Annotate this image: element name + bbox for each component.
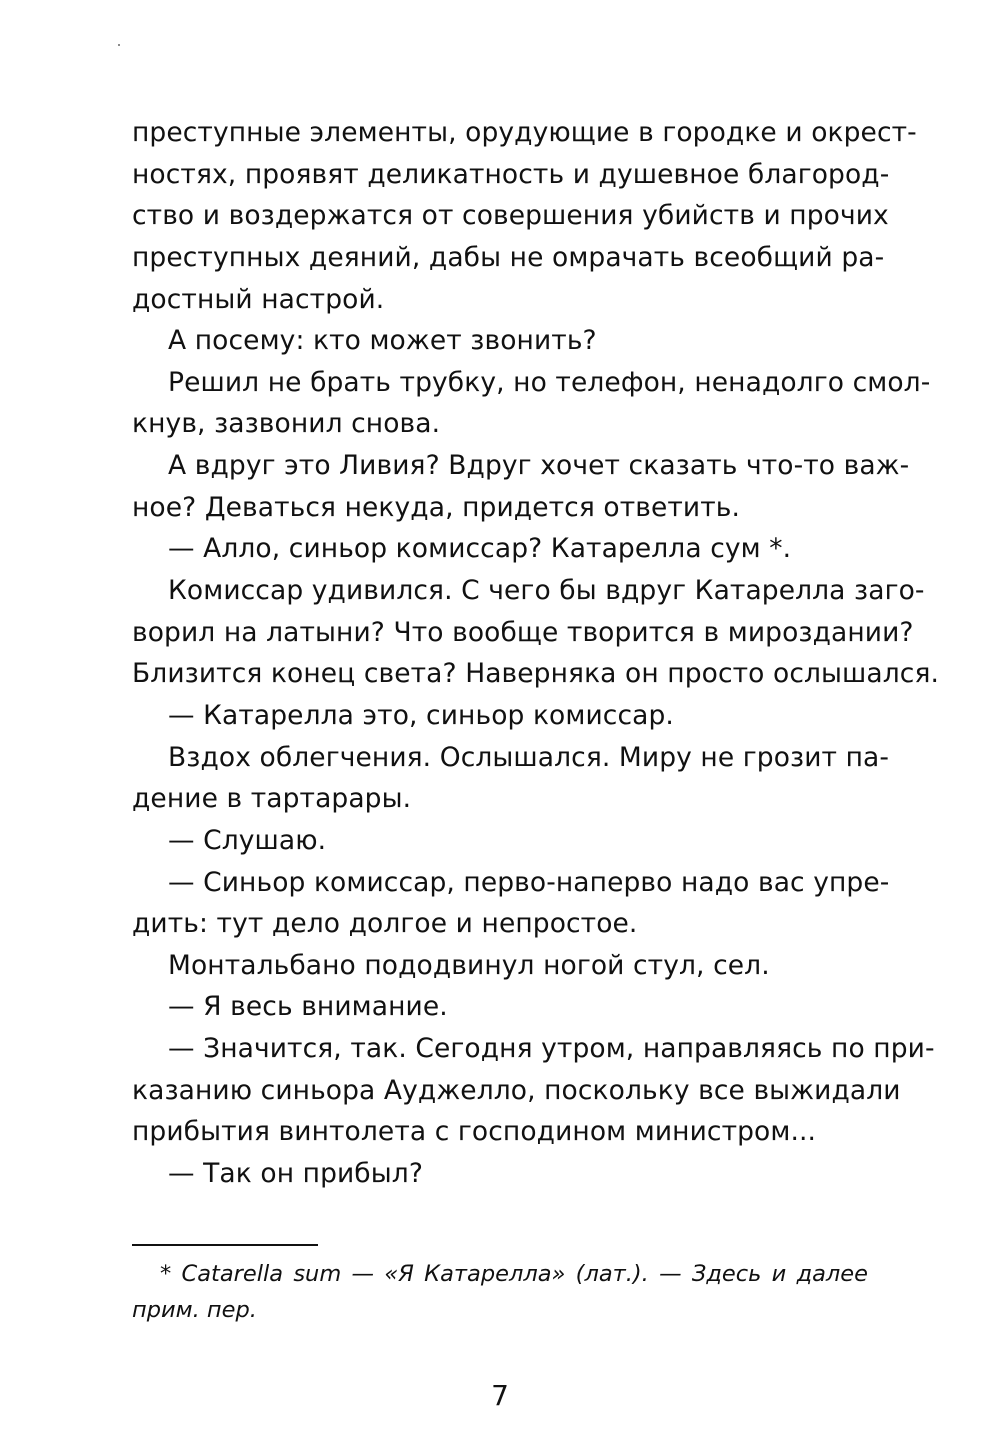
text-line: ное? Деваться некуда, придется ответить. — [132, 491, 740, 523]
text-line: Вздох облегчения. Ослышался. Миру не грозит па- — [168, 741, 890, 773]
text-line: казанию синьора Ауджелло, поскольку все выжидали — [132, 1074, 901, 1106]
text-line: — Значится, так. Сегодня утром, направляясь по при- — [168, 1033, 935, 1065]
text-line: Монтальбано пододвинул ногой стул, сел. — [168, 949, 770, 981]
text-line: Решил не брать трубку, но телефон, ненадолго смол- — [168, 366, 931, 398]
text-line: А посему: кто может звонить? — [168, 325, 597, 357]
text-line: кнув, зазвонил снова. — [132, 408, 441, 440]
text-line: — Катарелла это, синьор комиссар. — [168, 699, 674, 731]
scan-speck — [118, 44, 120, 46]
text-line: — Слушаю. — [168, 824, 327, 856]
text-line: — Я весь внимание. — [168, 991, 448, 1023]
text-line: ворил на латыни? Что вообще творится в мироздании? — [132, 616, 914, 648]
page-number: 7 — [491, 1379, 509, 1412]
footnote-divider — [132, 1244, 318, 1246]
text-line: преступных деяний, дабы не омрачать всеобщий ра- — [132, 241, 885, 273]
text-line: — Так он прибыл? — [168, 1158, 423, 1190]
footnote-line: * Catarella sum — «Я Катарелла» (лат.). — Здесь и далее — [160, 1261, 868, 1287]
text-line: А вдруг это Ливия? Вдруг хочет сказать что-то важ- — [168, 450, 910, 482]
footnote-line: прим. пер. — [132, 1297, 257, 1323]
text-line: достный настрой. — [132, 283, 385, 315]
footnote — [132, 1256, 868, 1328]
text-line: дение в тартарары. — [132, 783, 412, 815]
body-text — [132, 112, 940, 1195]
text-line: прибытия винтолета с господином министром... — [132, 1116, 817, 1148]
text-line: — Синьор комиссар, перво-наперво надо вас упре- — [168, 866, 890, 898]
text-line: ство и воздержатся от совершения убийств и прочих — [132, 200, 889, 232]
text-line: Близится конец света? Наверняка он просто ослышался. — [132, 658, 940, 690]
text-line: дить: тут дело долгое и непростое. — [132, 908, 638, 940]
text-line: Комиссар удивился. С чего бы вдруг Катарелла заго- — [168, 575, 925, 607]
text-line: преступные элементы, орудующие в городке и окрест- — [132, 117, 917, 148]
text-line: — Алло, синьор комиссар? Катарелла сум *. — [168, 533, 792, 565]
text-line: ностях, проявят деликатность и душевное благород- — [132, 158, 890, 190]
